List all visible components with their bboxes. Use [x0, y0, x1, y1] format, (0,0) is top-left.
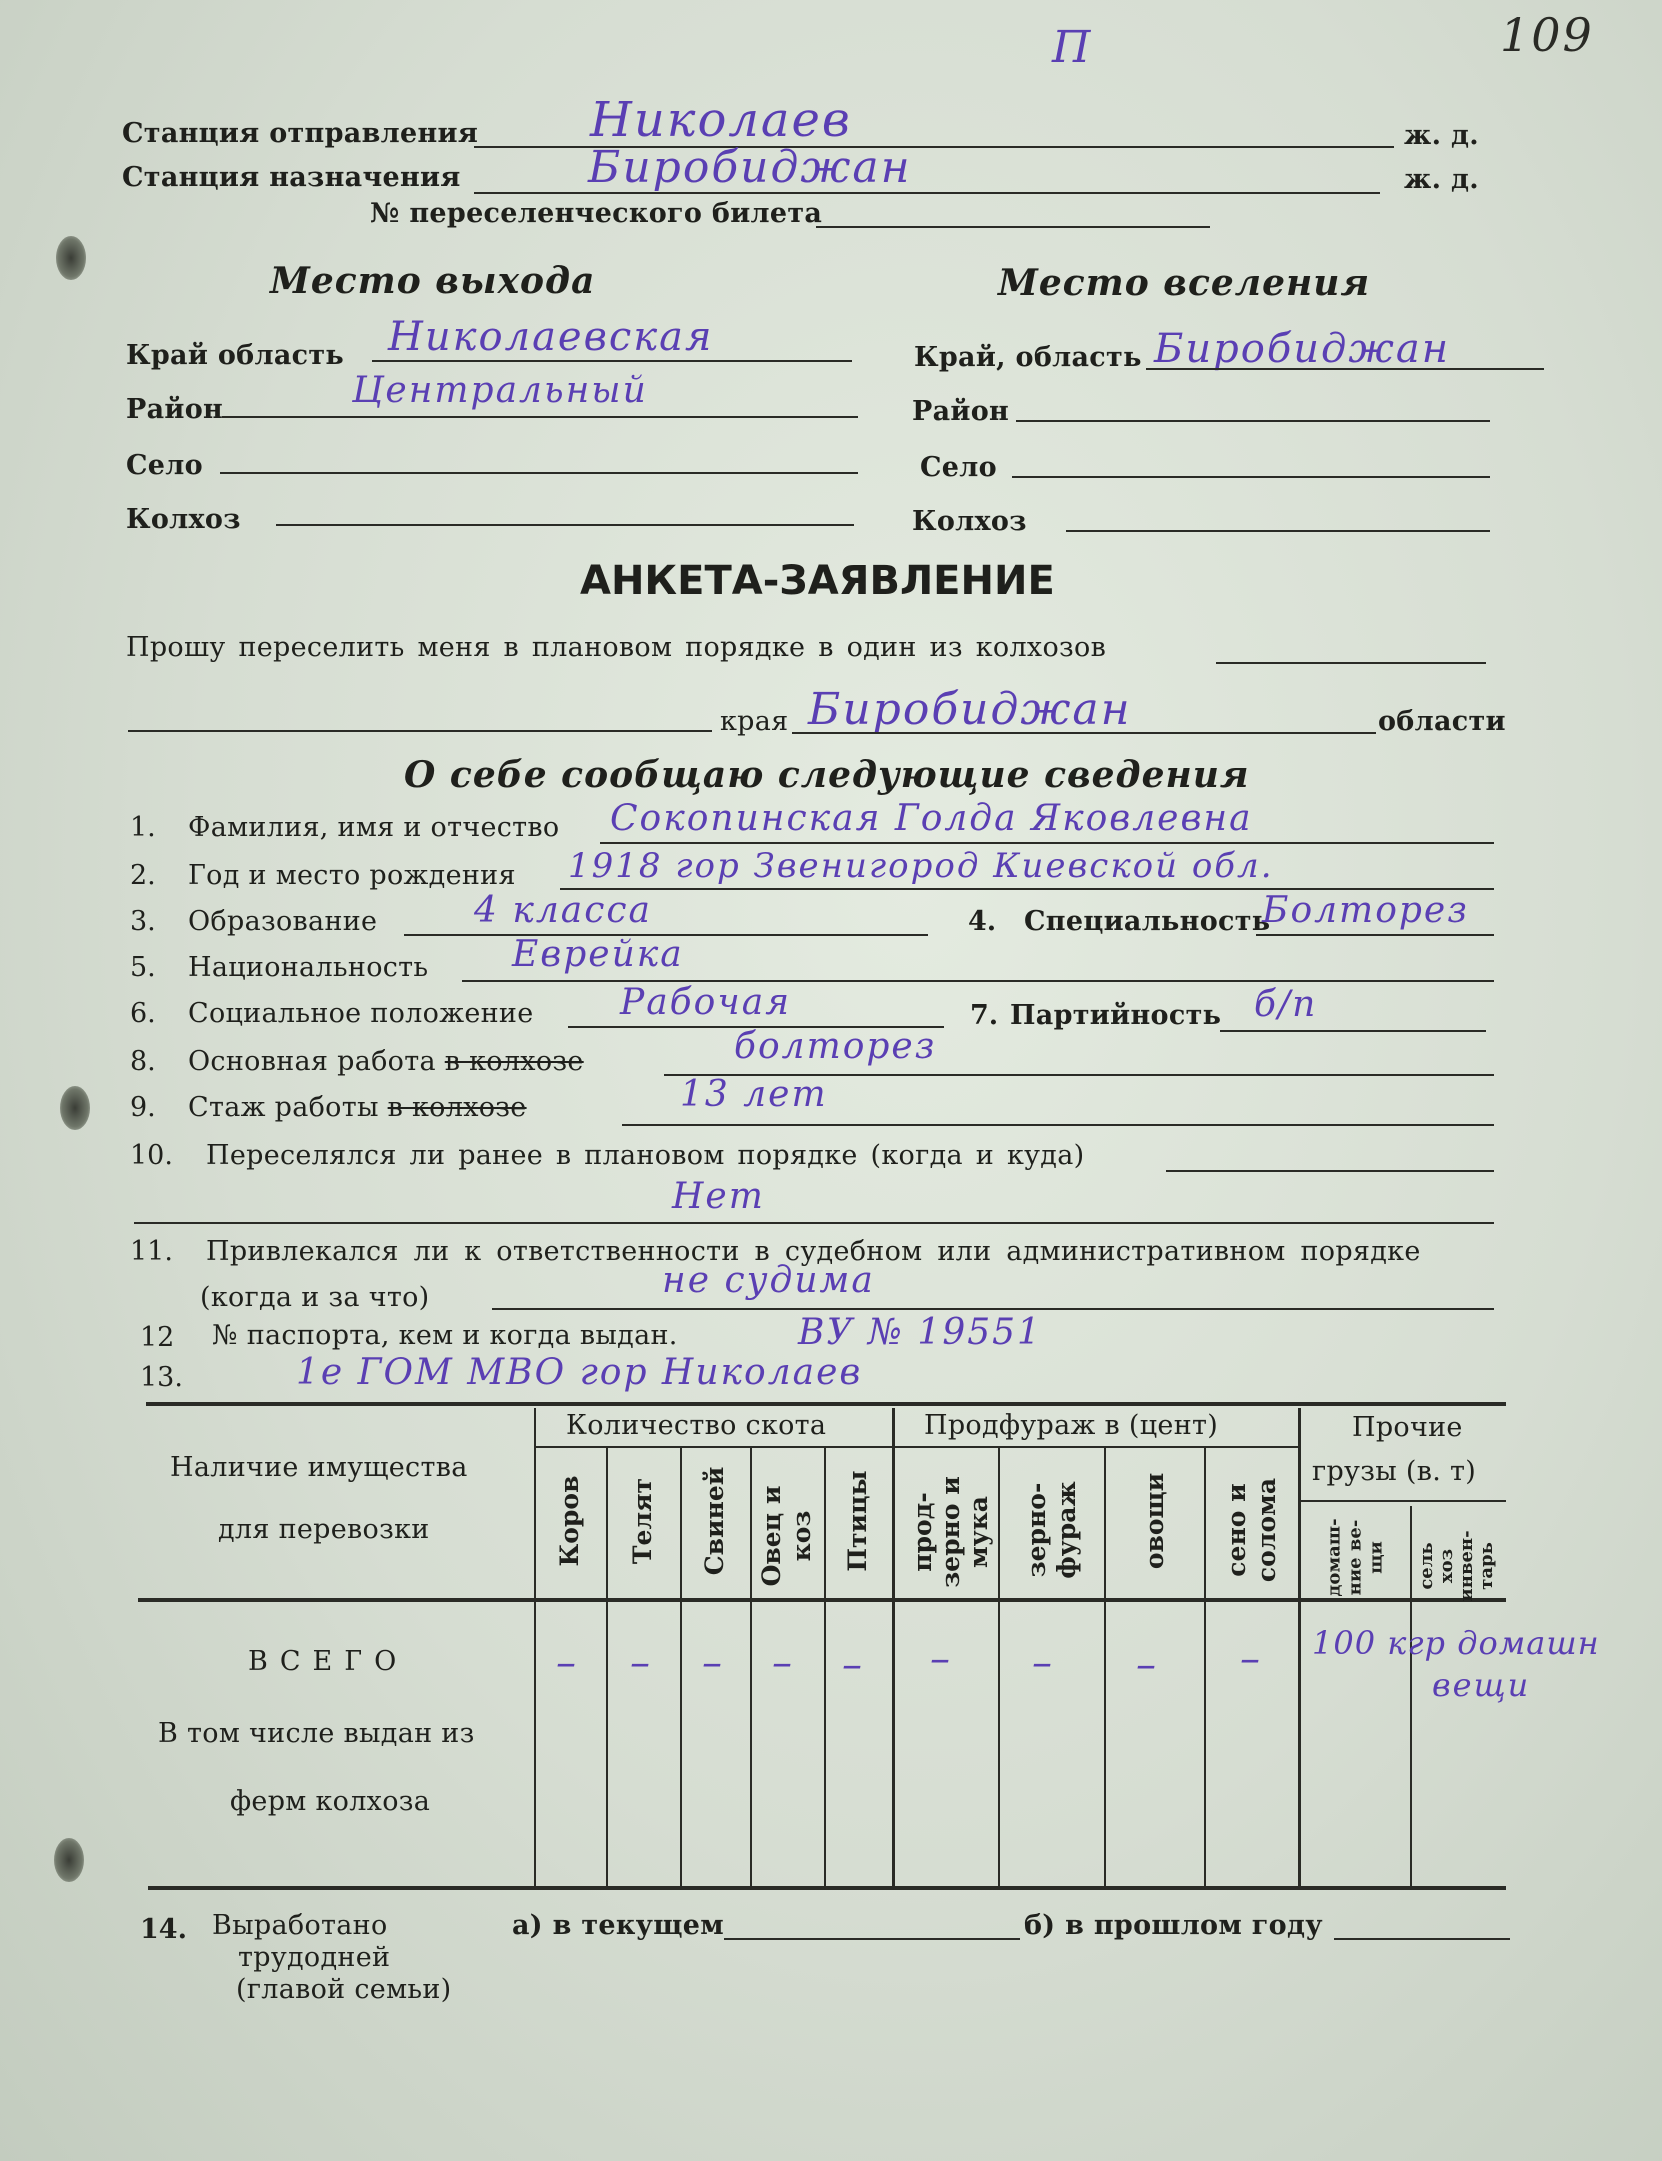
- f2-value: 1918 гор Звенигород Киевской обл.: [568, 846, 1274, 886]
- group-feed: Продфураж в (цент): [924, 1410, 1219, 1441]
- f9-label-struck: в колхозе: [387, 1092, 527, 1123]
- col-div-7: [1104, 1448, 1106, 1886]
- row-header-a: Наличие имущества: [170, 1452, 468, 1483]
- col-agri: [1417, 1521, 1497, 1611]
- f7-line: [1220, 1030, 1486, 1032]
- other-value-a: 100 кгр домашн: [1312, 1624, 1600, 1662]
- f1-line: [600, 842, 1494, 844]
- kray-value: Биробиджан: [808, 684, 1132, 735]
- f13-number: 13.: [140, 1362, 183, 1393]
- col-cows-label: Коров: [555, 1475, 584, 1567]
- col-hay: [1222, 1470, 1282, 1590]
- f1-number: 1.: [130, 812, 156, 843]
- destination-village-line: [1012, 476, 1490, 478]
- f7-label: Партийность: [1010, 1000, 1222, 1031]
- punch-hole-middle: [60, 1086, 90, 1130]
- origin-heading: Место выхода: [270, 260, 596, 302]
- col-div-8: [1204, 1448, 1206, 1886]
- dash-vegetables: –: [1136, 1642, 1158, 1688]
- col-calves: [628, 1461, 658, 1581]
- col-cows: [555, 1461, 585, 1581]
- workdays-past-label: б) в прошлом году: [1024, 1910, 1323, 1941]
- table-top-rule: [146, 1402, 1506, 1406]
- departure-label: Станция отправления: [122, 118, 479, 149]
- f9-line: [622, 1124, 1494, 1126]
- f7-value: б/п: [1254, 984, 1318, 1025]
- f8-label: [188, 1046, 584, 1077]
- col-sheep: [757, 1476, 817, 1596]
- f12-label: № паспорта, кем и когда выдан.: [212, 1320, 678, 1351]
- f5-number: 5.: [130, 952, 156, 983]
- destination-village-label: Село: [920, 452, 997, 483]
- f1-label: Фамилия, имя и отчество: [188, 812, 560, 843]
- f11-number: 11.: [130, 1236, 173, 1267]
- f2-label: Год и место рождения: [188, 860, 516, 891]
- group-livestock: Количество скота: [566, 1410, 827, 1441]
- origin-region-line: [372, 360, 852, 362]
- col-div-10: [1410, 1506, 1412, 1886]
- roman-mark: П: [1052, 22, 1093, 73]
- f6-label: Социальное положение: [188, 998, 534, 1029]
- f8-value: болторез: [734, 1026, 937, 1067]
- f3-number: 3.: [130, 906, 156, 937]
- dash-poultry: –: [842, 1642, 864, 1688]
- col-grain-a: прод-: [908, 1492, 937, 1572]
- destination-kolkhoz-label: Колхоз: [912, 506, 1027, 537]
- oblast-label: области: [1378, 706, 1506, 737]
- form-title: АНКЕТА-ЗАЯВЛЕНИЕ: [580, 558, 1055, 604]
- origin-district-value: Центральный: [352, 370, 648, 411]
- dash-grain: –: [930, 1636, 952, 1682]
- dash-fodder: –: [1032, 1640, 1054, 1686]
- f12-number: 12: [140, 1322, 175, 1353]
- origin-kolkhoz-label: Колхоз: [126, 504, 241, 535]
- request-line-left: [128, 730, 712, 732]
- f9-label: [188, 1092, 527, 1123]
- f6-value: Рабочая: [620, 982, 792, 1023]
- workdays-current-label: а) в текущем: [512, 1910, 724, 1941]
- col-div-9: [1298, 1408, 1301, 1886]
- col-div-0: [534, 1408, 536, 1886]
- col-calves-label: Телят: [628, 1477, 657, 1565]
- col-div-4: [824, 1448, 826, 1886]
- destination-district-line: [1016, 420, 1490, 422]
- f5-value: Еврейка: [512, 934, 684, 975]
- arrival-line: [474, 192, 1380, 194]
- request-line: [1216, 662, 1486, 664]
- col-sheep-a: Овец и: [757, 1485, 786, 1587]
- origin-region-label: Край область: [126, 340, 345, 371]
- f8-number: 8.: [130, 1046, 156, 1077]
- incl-label-b: ферм колхоза: [230, 1786, 431, 1817]
- f5-line: [462, 980, 1494, 982]
- col-agri-d: тарь: [1476, 1542, 1497, 1590]
- f3-label: Образование: [188, 906, 378, 937]
- workdays-label-c: (главой семьи): [236, 1974, 452, 2005]
- incl-label-a: В том числе выдан из: [158, 1718, 475, 1749]
- col-grain-c: мука: [964, 1496, 993, 1568]
- punch-hole-top: [56, 236, 86, 280]
- col-grain: [909, 1467, 993, 1597]
- col-hay-a: сено и: [1222, 1483, 1251, 1577]
- workdays-current-line: [724, 1938, 1020, 1940]
- col-vegetables-label: овощи: [1140, 1472, 1169, 1570]
- f7-number: 7.: [970, 1000, 999, 1031]
- kray-line: [792, 732, 1376, 734]
- f10-value: Нет: [672, 1176, 765, 1217]
- other-value-b: вещи: [1432, 1666, 1531, 1704]
- f9-label-main: Стаж работы: [188, 1092, 379, 1123]
- origin-district-label: Район: [126, 394, 224, 425]
- f10-line-a: [1166, 1170, 1494, 1172]
- destination-region-line: [1146, 368, 1544, 370]
- f6-number: 6.: [130, 998, 156, 1029]
- col-poultry-label: Птицы: [843, 1470, 872, 1572]
- col-pigs: [700, 1461, 730, 1581]
- col-div-2: [680, 1448, 682, 1886]
- dash-pigs: –: [702, 1640, 724, 1686]
- destination-heading: Место вселения: [998, 262, 1371, 304]
- departure-value: Николаев: [590, 92, 852, 148]
- origin-district-line: [222, 416, 858, 418]
- col-vegetables: [1140, 1461, 1170, 1581]
- col-pigs-label: Свиней: [700, 1466, 729, 1576]
- origin-village-line: [220, 472, 858, 474]
- f12-value: ВУ № 19551: [798, 1312, 1042, 1353]
- f8-label-struck: в колхозе: [444, 1046, 584, 1077]
- dash-cows: –: [556, 1640, 578, 1686]
- destination-region-label: Край, область: [914, 342, 1142, 373]
- col-fodder-b: фураж: [1052, 1481, 1081, 1579]
- col-fodder: [1022, 1470, 1082, 1590]
- col-poultry: [843, 1461, 873, 1581]
- dash-sheep: –: [772, 1640, 794, 1686]
- arrival-rail: ж. д.: [1404, 164, 1479, 195]
- col-hay-b: солома: [1252, 1477, 1281, 1583]
- f4-value: Болторез: [1262, 890, 1469, 931]
- about-heading: О себе сообщаю следующие сведения: [404, 754, 1250, 796]
- col-div-1: [606, 1448, 608, 1886]
- f10-number: 10.: [130, 1140, 173, 1171]
- workdays-number: 14.: [140, 1914, 187, 1945]
- col-home: [1324, 1513, 1387, 1603]
- dash-hay: –: [1240, 1636, 1262, 1682]
- f11-value: не судима: [662, 1260, 875, 1301]
- destination-district-label: Район: [912, 396, 1010, 427]
- col-agri-b: хоз: [1436, 1548, 1457, 1584]
- col-home-a: домаш-: [1323, 1518, 1345, 1597]
- destination-region-value: Биробиджан: [1154, 326, 1451, 372]
- dash-calves: –: [630, 1640, 652, 1686]
- destination-kolkhoz-line: [1066, 530, 1490, 532]
- f4-label: Специальность: [1024, 906, 1271, 937]
- group-other-b: грузы (в. т): [1312, 1456, 1477, 1487]
- f4-number: 4.: [968, 906, 997, 937]
- f11-line: [492, 1308, 1494, 1310]
- col-sheep-b: коз: [787, 1510, 816, 1562]
- group-other-a: Прочие: [1352, 1412, 1463, 1443]
- ticket-line: [816, 226, 1210, 228]
- ticket-label: № переселенческого билета: [370, 198, 823, 229]
- f10-label: Переселялся ли ранее в плановом порядке (когда и куда): [206, 1140, 1085, 1171]
- workdays-past-line: [1334, 1938, 1510, 1940]
- total-label: ВСЕГО: [248, 1646, 409, 1677]
- group-rule-other: [1300, 1500, 1506, 1502]
- departure-rail: ж. д.: [1404, 120, 1479, 151]
- workdays-label-a: Выработано: [212, 1910, 388, 1941]
- row-header-b: для перевозки: [218, 1514, 430, 1545]
- col-div-3: [750, 1448, 752, 1886]
- col-agri-a: сель: [1416, 1542, 1437, 1590]
- f1-value: Сокопинская Голда Яковлевна: [610, 798, 1253, 839]
- col-agri-c: инвен-: [1456, 1530, 1477, 1602]
- kray-label: края: [720, 706, 789, 737]
- col-grain-b: зерно и: [936, 1476, 965, 1588]
- request-text: Прошу переселить меня в плановом порядке в один из колхозов: [126, 632, 1107, 663]
- origin-kolkhoz-line: [276, 524, 854, 526]
- punch-hole-bottom: [54, 1838, 84, 1882]
- col-div-6: [998, 1448, 1000, 1886]
- arrival-value: Биробиджан: [588, 142, 912, 193]
- f9-number: 9.: [130, 1092, 156, 1123]
- page-number: 109: [1500, 8, 1594, 62]
- workdays-label-b: трудодней: [238, 1942, 391, 1973]
- group-rule-feed: [894, 1446, 1298, 1448]
- f8-label-main: Основная работа: [188, 1046, 436, 1077]
- group-rule-livestock: [536, 1446, 892, 1448]
- f4-line: [1256, 934, 1494, 936]
- table-bottom-rule: [148, 1886, 1506, 1890]
- f11-label-b: (когда и за что): [200, 1282, 430, 1313]
- col-fodder-a: зерно-: [1022, 1482, 1051, 1578]
- col-home-c: щи: [1365, 1541, 1387, 1574]
- arrival-label: Станция назначения: [122, 162, 461, 193]
- f5-label: Национальность: [188, 952, 429, 983]
- origin-region-value: Николаевская: [388, 314, 714, 360]
- f10-line-b: [134, 1222, 1494, 1224]
- col-home-b: ние ве-: [1344, 1519, 1366, 1596]
- f3-value: 4 класса: [474, 890, 653, 931]
- f11-label-a: Привлекался ли к ответственности в судебном или административном порядке: [206, 1236, 1421, 1267]
- f2-number: 2.: [130, 860, 156, 891]
- f13-value: 1е ГОМ МВО гор Николаев: [296, 1352, 863, 1393]
- f9-value: 13 лет: [680, 1074, 828, 1115]
- col-div-5: [892, 1408, 895, 1886]
- origin-village-label: Село: [126, 450, 203, 481]
